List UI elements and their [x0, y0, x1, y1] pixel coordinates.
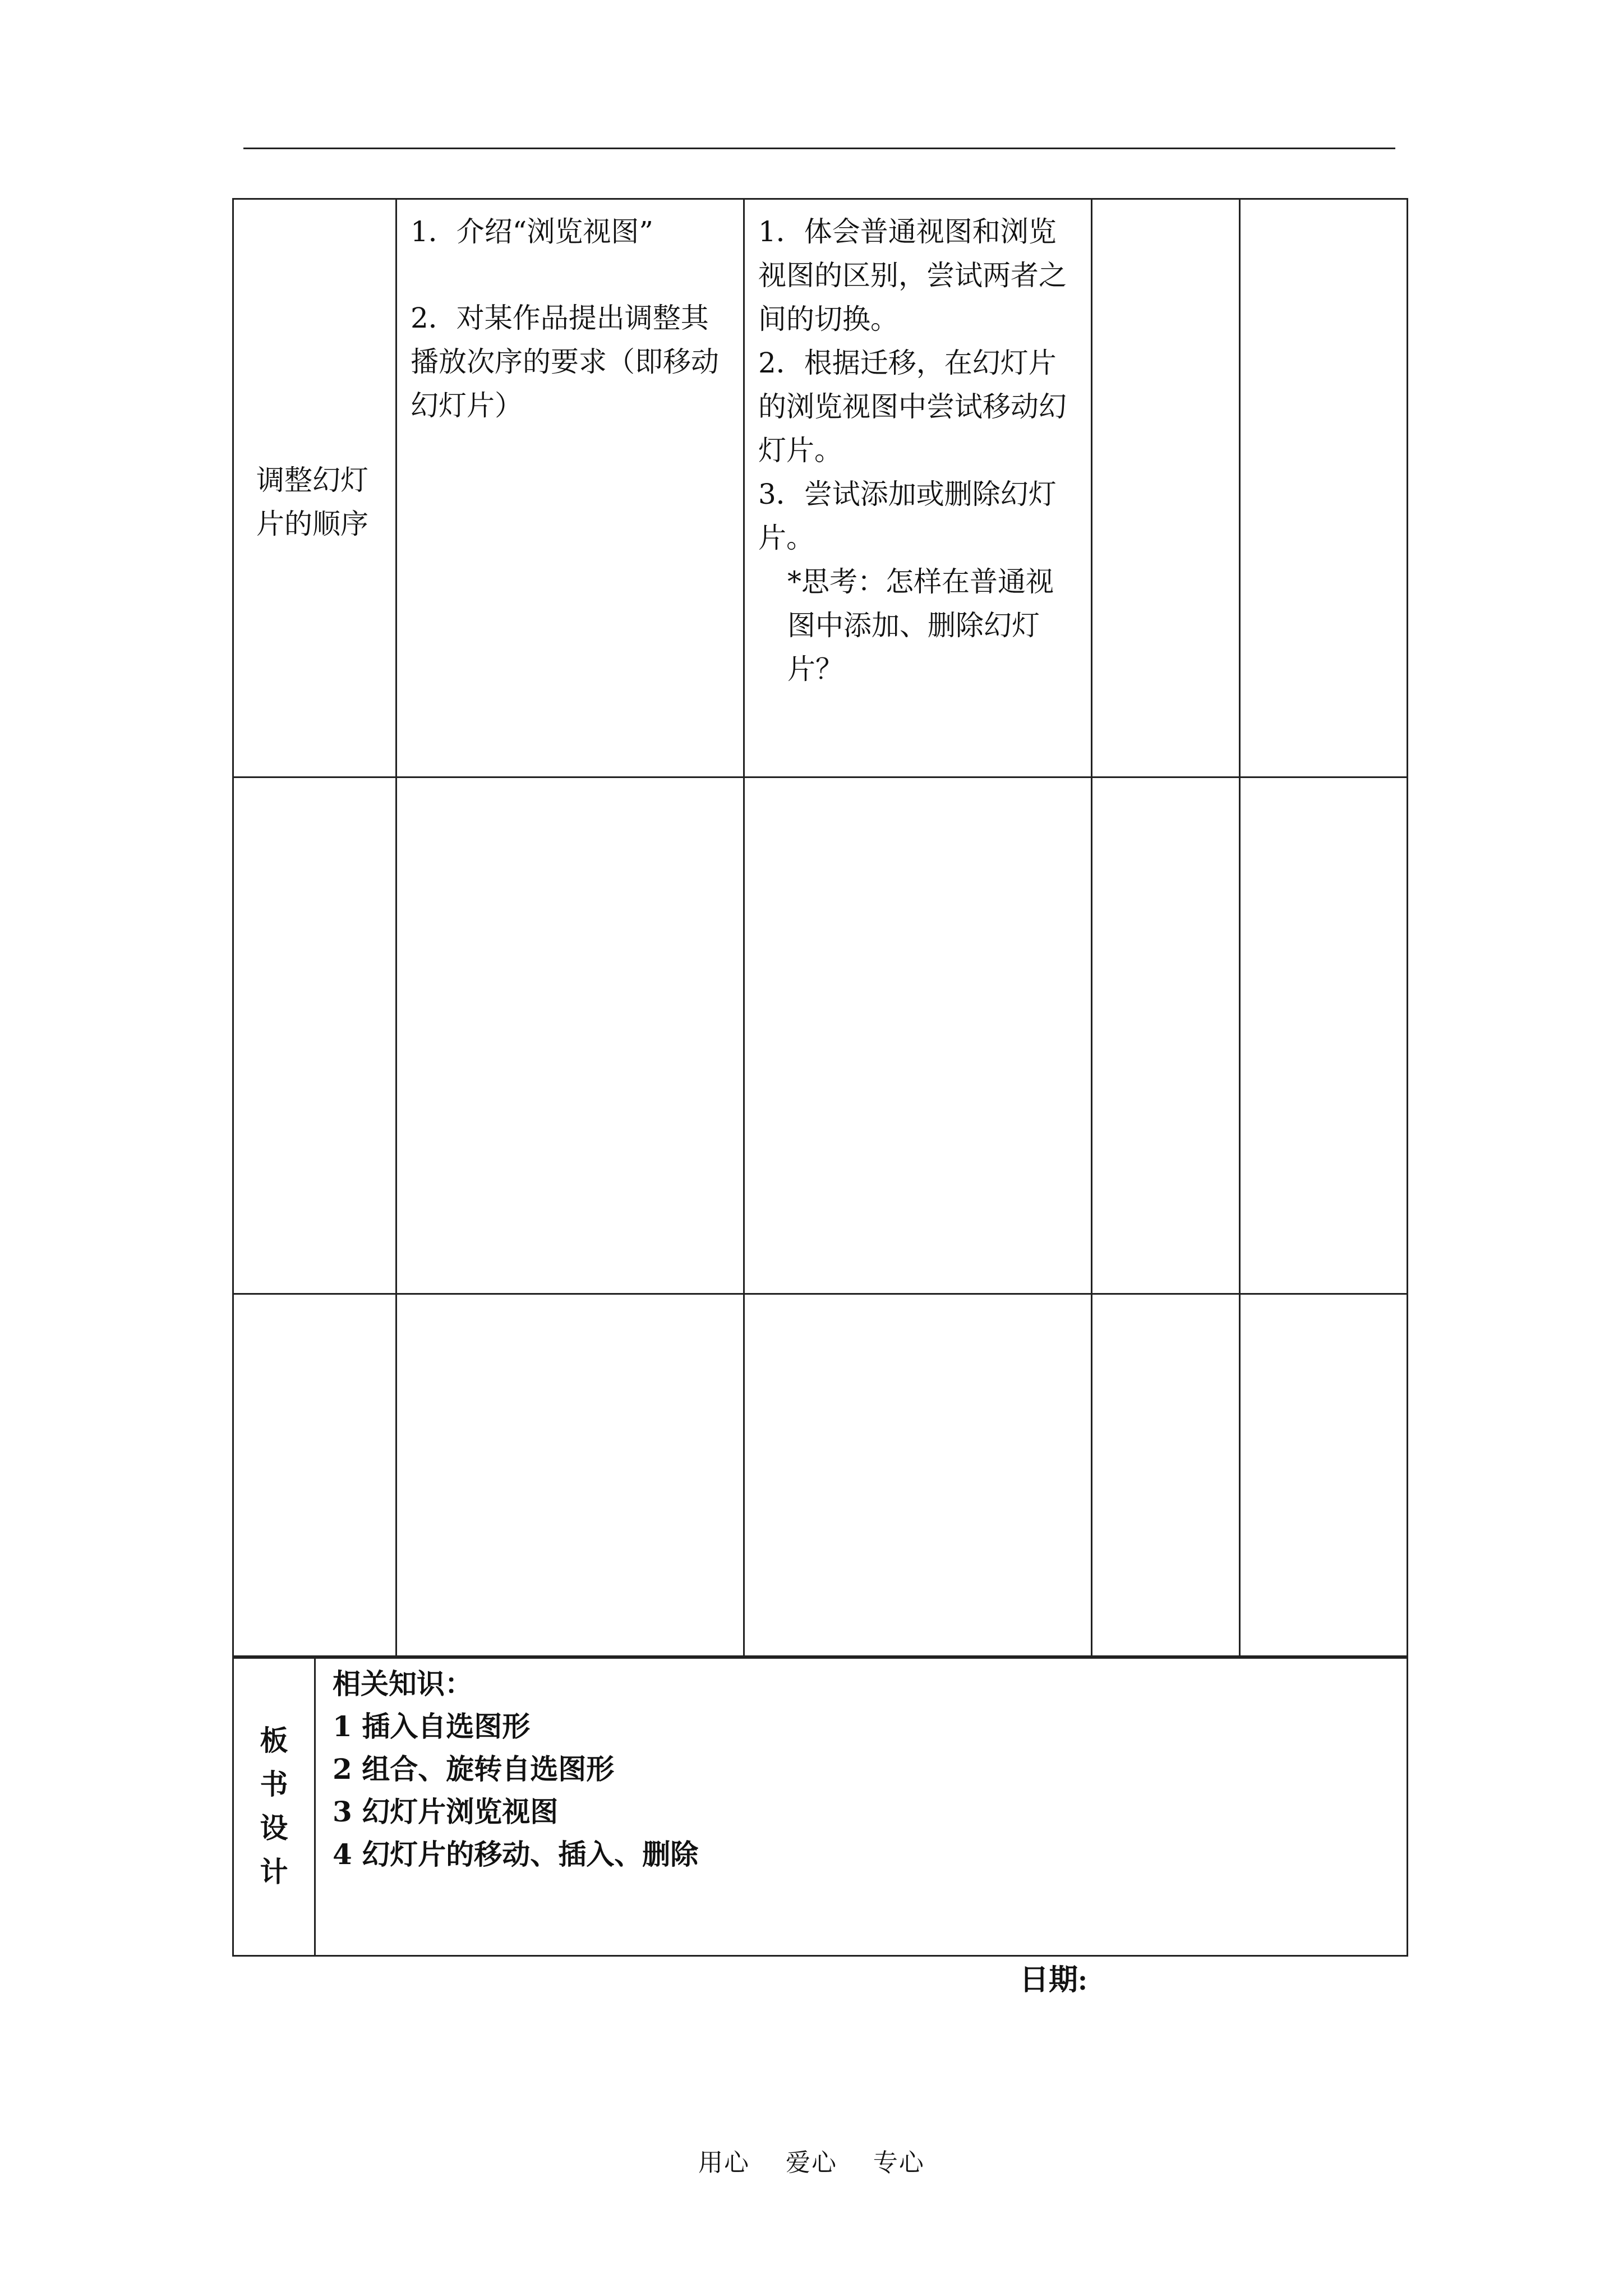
- board-design-label: [233, 1657, 315, 1956]
- board-heading: 相关知识：: [333, 1667, 473, 1700]
- topic-text: 调整幻灯片的顺序: [256, 464, 368, 540]
- header-rule: [243, 148, 1395, 149]
- page-footer: 用心 爱心 专心: [698, 2148, 925, 2177]
- student-item: 2．根据迁移，在幻灯片的浏览视图中尝试移动幻灯片。: [758, 347, 1067, 467]
- board-label-char: 板: [260, 1723, 288, 1757]
- board-item: 4 幻灯片的移动、插入、删除: [333, 1838, 699, 1871]
- empty-cell: [233, 1294, 396, 1658]
- empty-cell: [233, 777, 396, 1294]
- empty-cell: [744, 1294, 1092, 1658]
- student-item: 3．尝试添加或删除幻灯片。: [758, 478, 1057, 554]
- board-design-table: [232, 1655, 1408, 1957]
- teacher-activity-cell: [396, 199, 744, 777]
- board-item: 1 插入自选图形: [333, 1710, 531, 1743]
- teacher-item: 1．介绍“浏览视图”: [411, 215, 653, 248]
- empty-cell: [1240, 1294, 1408, 1658]
- lesson-table: [232, 198, 1408, 1659]
- empty-cell: [1240, 199, 1408, 777]
- student-activity-cell: [744, 199, 1092, 777]
- empty-cell: [1092, 199, 1240, 777]
- empty-cell: [1092, 777, 1240, 1294]
- board-design-content: [315, 1657, 1408, 1956]
- board-label-char: 设: [260, 1811, 288, 1844]
- topic-cell: [233, 199, 396, 777]
- date-label: 日期:: [1020, 1964, 1088, 1996]
- board-label-char: 计: [260, 1855, 288, 1888]
- board-label-char: 书: [260, 1767, 288, 1801]
- empty-cell: [1092, 1294, 1240, 1658]
- board-item: 2 组合、旋转自选图形: [333, 1752, 615, 1786]
- table-row: [233, 1294, 1408, 1658]
- student-think: *思考：怎样在普通视图中添加、删除幻灯片？: [787, 565, 1054, 685]
- empty-cell: [1240, 777, 1408, 1294]
- table-row: [233, 777, 1408, 1294]
- table-row: [233, 1657, 1408, 1956]
- empty-cell: [396, 1294, 744, 1658]
- teacher-item: 2．对某作品提出调整其播放次序的要求（即移动幻灯片）: [411, 302, 719, 422]
- empty-cell: [744, 777, 1092, 1294]
- empty-cell: [396, 777, 744, 1294]
- student-item: 1．体会普通视图和浏览视图的区别，尝试两者之间的切换。: [758, 215, 1067, 335]
- board-item: 3 幻灯片浏览视图: [333, 1795, 559, 1828]
- table-row: [233, 199, 1408, 777]
